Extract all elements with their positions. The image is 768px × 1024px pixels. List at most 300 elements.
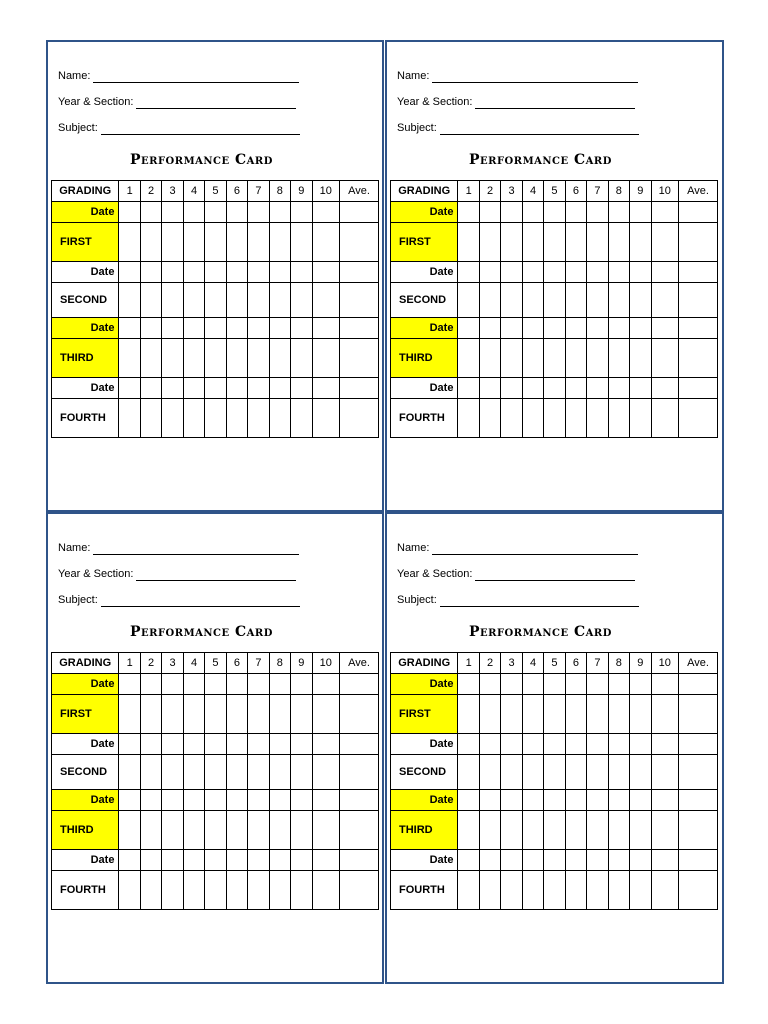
date-cell[interactable] bbox=[608, 378, 629, 399]
date-cell[interactable] bbox=[679, 318, 718, 339]
date-cell[interactable] bbox=[119, 378, 140, 399]
grade-cell[interactable] bbox=[162, 871, 183, 910]
date-cell[interactable] bbox=[312, 734, 340, 755]
date-cell[interactable] bbox=[340, 378, 379, 399]
date-cell[interactable] bbox=[226, 318, 247, 339]
date-cell[interactable] bbox=[608, 202, 629, 223]
date-cell[interactable] bbox=[140, 674, 161, 695]
grade-cell[interactable] bbox=[651, 811, 679, 850]
date-cell[interactable] bbox=[183, 674, 204, 695]
grade-cell[interactable] bbox=[565, 399, 586, 438]
date-cell[interactable] bbox=[269, 790, 290, 811]
date-cell[interactable] bbox=[269, 674, 290, 695]
date-cell[interactable] bbox=[162, 790, 183, 811]
name-field[interactable] bbox=[93, 542, 299, 555]
date-cell[interactable] bbox=[140, 202, 161, 223]
grade-cell[interactable] bbox=[479, 223, 500, 262]
grade-cell[interactable] bbox=[587, 223, 608, 262]
date-cell[interactable] bbox=[608, 318, 629, 339]
date-cell[interactable] bbox=[340, 850, 379, 871]
grade-cell[interactable] bbox=[522, 399, 543, 438]
date-cell[interactable] bbox=[458, 262, 479, 283]
grade-cell[interactable] bbox=[651, 695, 679, 734]
grade-cell[interactable] bbox=[522, 695, 543, 734]
date-cell[interactable] bbox=[479, 202, 500, 223]
date-cell[interactable] bbox=[587, 318, 608, 339]
date-cell[interactable] bbox=[587, 850, 608, 871]
date-cell[interactable] bbox=[226, 262, 247, 283]
grade-cell[interactable] bbox=[248, 399, 269, 438]
grade-cell[interactable] bbox=[291, 755, 312, 790]
date-cell[interactable] bbox=[651, 734, 679, 755]
date-cell[interactable] bbox=[162, 850, 183, 871]
grade-cell[interactable] bbox=[608, 399, 629, 438]
date-cell[interactable] bbox=[312, 202, 340, 223]
grade-cell[interactable] bbox=[183, 399, 204, 438]
grade-cell[interactable] bbox=[340, 871, 379, 910]
date-cell[interactable] bbox=[205, 674, 226, 695]
grade-cell[interactable] bbox=[183, 283, 204, 318]
date-cell[interactable] bbox=[119, 850, 140, 871]
grade-cell[interactable] bbox=[248, 811, 269, 850]
grade-cell[interactable] bbox=[226, 695, 247, 734]
date-cell[interactable] bbox=[458, 318, 479, 339]
grade-cell[interactable] bbox=[119, 283, 140, 318]
grade-cell[interactable] bbox=[565, 695, 586, 734]
subject-field[interactable] bbox=[440, 122, 639, 135]
date-cell[interactable] bbox=[119, 674, 140, 695]
grade-cell[interactable] bbox=[119, 223, 140, 262]
date-cell[interactable] bbox=[501, 850, 522, 871]
date-cell[interactable] bbox=[479, 318, 500, 339]
grade-cell[interactable] bbox=[479, 695, 500, 734]
date-cell[interactable] bbox=[679, 202, 718, 223]
grade-cell[interactable] bbox=[248, 283, 269, 318]
grade-cell[interactable] bbox=[248, 223, 269, 262]
date-cell[interactable] bbox=[565, 674, 586, 695]
grade-cell[interactable] bbox=[651, 755, 679, 790]
date-cell[interactable] bbox=[522, 318, 543, 339]
grade-cell[interactable] bbox=[630, 695, 651, 734]
date-cell[interactable] bbox=[630, 378, 651, 399]
grade-cell[interactable] bbox=[205, 695, 226, 734]
grade-cell[interactable] bbox=[565, 339, 586, 378]
grade-cell[interactable] bbox=[312, 399, 340, 438]
year-section-field[interactable] bbox=[136, 96, 296, 109]
date-cell[interactable] bbox=[479, 790, 500, 811]
date-cell[interactable] bbox=[291, 790, 312, 811]
date-cell[interactable] bbox=[522, 850, 543, 871]
date-cell[interactable] bbox=[544, 790, 565, 811]
date-cell[interactable] bbox=[226, 734, 247, 755]
date-cell[interactable] bbox=[679, 378, 718, 399]
grade-cell[interactable] bbox=[226, 871, 247, 910]
date-cell[interactable] bbox=[679, 790, 718, 811]
date-cell[interactable] bbox=[312, 674, 340, 695]
grade-cell[interactable] bbox=[522, 223, 543, 262]
grade-cell[interactable] bbox=[479, 339, 500, 378]
grade-cell[interactable] bbox=[630, 399, 651, 438]
grade-cell[interactable] bbox=[651, 871, 679, 910]
grade-cell[interactable] bbox=[544, 339, 565, 378]
date-cell[interactable] bbox=[608, 790, 629, 811]
grade-cell[interactable] bbox=[608, 283, 629, 318]
date-cell[interactable] bbox=[248, 674, 269, 695]
date-cell[interactable] bbox=[651, 674, 679, 695]
grade-cell[interactable] bbox=[269, 223, 290, 262]
date-cell[interactable] bbox=[183, 262, 204, 283]
grade-cell[interactable] bbox=[183, 339, 204, 378]
grade-cell[interactable] bbox=[248, 871, 269, 910]
grade-cell[interactable] bbox=[269, 871, 290, 910]
grade-cell[interactable] bbox=[501, 755, 522, 790]
grade-cell[interactable] bbox=[587, 339, 608, 378]
grade-cell[interactable] bbox=[312, 223, 340, 262]
date-cell[interactable] bbox=[679, 734, 718, 755]
grade-cell[interactable] bbox=[140, 755, 161, 790]
date-cell[interactable] bbox=[312, 790, 340, 811]
date-cell[interactable] bbox=[291, 734, 312, 755]
date-cell[interactable] bbox=[630, 850, 651, 871]
grade-cell[interactable] bbox=[183, 811, 204, 850]
grade-cell[interactable] bbox=[205, 223, 226, 262]
grade-cell[interactable] bbox=[205, 811, 226, 850]
date-cell[interactable] bbox=[226, 674, 247, 695]
grade-cell[interactable] bbox=[679, 811, 718, 850]
date-cell[interactable] bbox=[630, 262, 651, 283]
grade-cell[interactable] bbox=[522, 283, 543, 318]
date-cell[interactable] bbox=[205, 202, 226, 223]
grade-cell[interactable] bbox=[140, 695, 161, 734]
date-cell[interactable] bbox=[608, 850, 629, 871]
grade-cell[interactable] bbox=[651, 399, 679, 438]
grade-cell[interactable] bbox=[458, 811, 479, 850]
grade-cell[interactable] bbox=[608, 695, 629, 734]
grade-cell[interactable] bbox=[226, 755, 247, 790]
date-cell[interactable] bbox=[119, 734, 140, 755]
date-cell[interactable] bbox=[522, 262, 543, 283]
date-cell[interactable] bbox=[479, 674, 500, 695]
date-cell[interactable] bbox=[522, 378, 543, 399]
date-cell[interactable] bbox=[312, 318, 340, 339]
date-cell[interactable] bbox=[565, 378, 586, 399]
grade-cell[interactable] bbox=[312, 339, 340, 378]
date-cell[interactable] bbox=[565, 318, 586, 339]
date-cell[interactable] bbox=[565, 262, 586, 283]
date-cell[interactable] bbox=[140, 850, 161, 871]
date-cell[interactable] bbox=[587, 790, 608, 811]
date-cell[interactable] bbox=[205, 378, 226, 399]
grade-cell[interactable] bbox=[630, 755, 651, 790]
date-cell[interactable] bbox=[291, 318, 312, 339]
grade-cell[interactable] bbox=[522, 755, 543, 790]
date-cell[interactable] bbox=[248, 850, 269, 871]
grade-cell[interactable] bbox=[587, 811, 608, 850]
grade-cell[interactable] bbox=[522, 811, 543, 850]
grade-cell[interactable] bbox=[205, 755, 226, 790]
grade-cell[interactable] bbox=[162, 283, 183, 318]
grade-cell[interactable] bbox=[291, 339, 312, 378]
grade-cell[interactable] bbox=[162, 695, 183, 734]
date-cell[interactable] bbox=[226, 790, 247, 811]
date-cell[interactable] bbox=[205, 262, 226, 283]
grade-cell[interactable] bbox=[226, 283, 247, 318]
date-cell[interactable] bbox=[501, 378, 522, 399]
grade-cell[interactable] bbox=[269, 695, 290, 734]
date-cell[interactable] bbox=[269, 262, 290, 283]
grade-cell[interactable] bbox=[140, 339, 161, 378]
grade-cell[interactable] bbox=[501, 283, 522, 318]
grade-cell[interactable] bbox=[312, 871, 340, 910]
date-cell[interactable] bbox=[291, 674, 312, 695]
date-cell[interactable] bbox=[205, 850, 226, 871]
subject-field[interactable] bbox=[101, 594, 300, 607]
grade-cell[interactable] bbox=[269, 755, 290, 790]
grade-cell[interactable] bbox=[248, 755, 269, 790]
grade-cell[interactable] bbox=[458, 339, 479, 378]
grade-cell[interactable] bbox=[544, 871, 565, 910]
date-cell[interactable] bbox=[501, 318, 522, 339]
grade-cell[interactable] bbox=[340, 283, 379, 318]
grade-cell[interactable] bbox=[587, 283, 608, 318]
date-cell[interactable] bbox=[544, 850, 565, 871]
grade-cell[interactable] bbox=[205, 399, 226, 438]
date-cell[interactable] bbox=[119, 262, 140, 283]
date-cell[interactable] bbox=[312, 378, 340, 399]
date-cell[interactable] bbox=[565, 850, 586, 871]
date-cell[interactable] bbox=[522, 790, 543, 811]
date-cell[interactable] bbox=[340, 734, 379, 755]
grade-cell[interactable] bbox=[544, 399, 565, 438]
date-cell[interactable] bbox=[458, 850, 479, 871]
grade-cell[interactable] bbox=[458, 283, 479, 318]
grade-cell[interactable] bbox=[119, 755, 140, 790]
grade-cell[interactable] bbox=[630, 811, 651, 850]
date-cell[interactable] bbox=[630, 674, 651, 695]
grade-cell[interactable] bbox=[162, 339, 183, 378]
grade-cell[interactable] bbox=[119, 695, 140, 734]
date-cell[interactable] bbox=[522, 202, 543, 223]
date-cell[interactable] bbox=[544, 734, 565, 755]
grade-cell[interactable] bbox=[183, 871, 204, 910]
grade-cell[interactable] bbox=[162, 223, 183, 262]
date-cell[interactable] bbox=[501, 790, 522, 811]
grade-cell[interactable] bbox=[501, 811, 522, 850]
grade-cell[interactable] bbox=[312, 283, 340, 318]
grade-cell[interactable] bbox=[162, 811, 183, 850]
date-cell[interactable] bbox=[340, 790, 379, 811]
grade-cell[interactable] bbox=[226, 399, 247, 438]
date-cell[interactable] bbox=[679, 262, 718, 283]
date-cell[interactable] bbox=[651, 850, 679, 871]
grade-cell[interactable] bbox=[544, 695, 565, 734]
date-cell[interactable] bbox=[269, 734, 290, 755]
date-cell[interactable] bbox=[291, 202, 312, 223]
date-cell[interactable] bbox=[458, 378, 479, 399]
date-cell[interactable] bbox=[205, 790, 226, 811]
grade-cell[interactable] bbox=[522, 339, 543, 378]
grade-cell[interactable] bbox=[679, 695, 718, 734]
grade-cell[interactable] bbox=[565, 223, 586, 262]
grade-cell[interactable] bbox=[587, 399, 608, 438]
date-cell[interactable] bbox=[501, 674, 522, 695]
date-cell[interactable] bbox=[501, 202, 522, 223]
grade-cell[interactable] bbox=[651, 223, 679, 262]
date-cell[interactable] bbox=[630, 790, 651, 811]
date-cell[interactable] bbox=[340, 318, 379, 339]
grade-cell[interactable] bbox=[340, 399, 379, 438]
grade-cell[interactable] bbox=[291, 695, 312, 734]
grade-cell[interactable] bbox=[608, 755, 629, 790]
grade-cell[interactable] bbox=[479, 755, 500, 790]
grade-cell[interactable] bbox=[205, 871, 226, 910]
grade-cell[interactable] bbox=[248, 339, 269, 378]
grade-cell[interactable] bbox=[679, 339, 718, 378]
date-cell[interactable] bbox=[291, 378, 312, 399]
date-cell[interactable] bbox=[587, 262, 608, 283]
date-cell[interactable] bbox=[248, 790, 269, 811]
grade-cell[interactable] bbox=[458, 755, 479, 790]
grade-cell[interactable] bbox=[501, 399, 522, 438]
date-cell[interactable] bbox=[651, 378, 679, 399]
date-cell[interactable] bbox=[226, 850, 247, 871]
date-cell[interactable] bbox=[630, 202, 651, 223]
grade-cell[interactable] bbox=[119, 399, 140, 438]
grade-cell[interactable] bbox=[679, 755, 718, 790]
grade-cell[interactable] bbox=[291, 399, 312, 438]
date-cell[interactable] bbox=[162, 734, 183, 755]
grade-cell[interactable] bbox=[630, 283, 651, 318]
grade-cell[interactable] bbox=[119, 871, 140, 910]
grade-cell[interactable] bbox=[140, 283, 161, 318]
date-cell[interactable] bbox=[651, 318, 679, 339]
date-cell[interactable] bbox=[679, 850, 718, 871]
grade-cell[interactable] bbox=[479, 283, 500, 318]
date-cell[interactable] bbox=[340, 262, 379, 283]
grade-cell[interactable] bbox=[565, 283, 586, 318]
date-cell[interactable] bbox=[226, 202, 247, 223]
date-cell[interactable] bbox=[269, 318, 290, 339]
subject-field[interactable] bbox=[440, 594, 639, 607]
grade-cell[interactable] bbox=[248, 695, 269, 734]
grade-cell[interactable] bbox=[544, 223, 565, 262]
grade-cell[interactable] bbox=[340, 223, 379, 262]
date-cell[interactable] bbox=[312, 262, 340, 283]
date-cell[interactable] bbox=[458, 674, 479, 695]
date-cell[interactable] bbox=[479, 850, 500, 871]
date-cell[interactable] bbox=[544, 262, 565, 283]
date-cell[interactable] bbox=[565, 202, 586, 223]
date-cell[interactable] bbox=[162, 318, 183, 339]
date-cell[interactable] bbox=[183, 850, 204, 871]
date-cell[interactable] bbox=[119, 790, 140, 811]
grade-cell[interactable] bbox=[269, 811, 290, 850]
grade-cell[interactable] bbox=[679, 399, 718, 438]
date-cell[interactable] bbox=[291, 262, 312, 283]
date-cell[interactable] bbox=[587, 202, 608, 223]
date-cell[interactable] bbox=[340, 202, 379, 223]
date-cell[interactable] bbox=[162, 674, 183, 695]
grade-cell[interactable] bbox=[291, 811, 312, 850]
grade-cell[interactable] bbox=[140, 399, 161, 438]
date-cell[interactable] bbox=[183, 202, 204, 223]
date-cell[interactable] bbox=[140, 790, 161, 811]
date-cell[interactable] bbox=[458, 202, 479, 223]
date-cell[interactable] bbox=[119, 202, 140, 223]
year-section-field[interactable] bbox=[136, 568, 296, 581]
grade-cell[interactable] bbox=[458, 399, 479, 438]
grade-cell[interactable] bbox=[608, 871, 629, 910]
date-cell[interactable] bbox=[248, 262, 269, 283]
year-section-field[interactable] bbox=[475, 568, 635, 581]
grade-cell[interactable] bbox=[608, 223, 629, 262]
date-cell[interactable] bbox=[183, 318, 204, 339]
grade-cell[interactable] bbox=[608, 811, 629, 850]
grade-cell[interactable] bbox=[312, 695, 340, 734]
date-cell[interactable] bbox=[565, 734, 586, 755]
grade-cell[interactable] bbox=[340, 339, 379, 378]
grade-cell[interactable] bbox=[458, 223, 479, 262]
date-cell[interactable] bbox=[340, 674, 379, 695]
grade-cell[interactable] bbox=[608, 339, 629, 378]
grade-cell[interactable] bbox=[162, 755, 183, 790]
grade-cell[interactable] bbox=[140, 223, 161, 262]
grade-cell[interactable] bbox=[312, 811, 340, 850]
date-cell[interactable] bbox=[248, 734, 269, 755]
grade-cell[interactable] bbox=[183, 223, 204, 262]
date-cell[interactable] bbox=[544, 378, 565, 399]
grade-cell[interactable] bbox=[565, 755, 586, 790]
grade-cell[interactable] bbox=[630, 223, 651, 262]
grade-cell[interactable] bbox=[651, 339, 679, 378]
grade-cell[interactable] bbox=[183, 755, 204, 790]
date-cell[interactable] bbox=[522, 734, 543, 755]
date-cell[interactable] bbox=[544, 674, 565, 695]
grade-cell[interactable] bbox=[340, 695, 379, 734]
date-cell[interactable] bbox=[587, 674, 608, 695]
date-cell[interactable] bbox=[651, 202, 679, 223]
date-cell[interactable] bbox=[565, 790, 586, 811]
date-cell[interactable] bbox=[162, 262, 183, 283]
date-cell[interactable] bbox=[269, 378, 290, 399]
date-cell[interactable] bbox=[501, 734, 522, 755]
date-cell[interactable] bbox=[205, 318, 226, 339]
grade-cell[interactable] bbox=[458, 695, 479, 734]
date-cell[interactable] bbox=[651, 262, 679, 283]
grade-cell[interactable] bbox=[140, 811, 161, 850]
date-cell[interactable] bbox=[630, 318, 651, 339]
grade-cell[interactable] bbox=[312, 755, 340, 790]
date-cell[interactable] bbox=[248, 318, 269, 339]
grade-cell[interactable] bbox=[269, 339, 290, 378]
grade-cell[interactable] bbox=[291, 223, 312, 262]
grade-cell[interactable] bbox=[205, 339, 226, 378]
date-cell[interactable] bbox=[140, 318, 161, 339]
date-cell[interactable] bbox=[183, 790, 204, 811]
date-cell[interactable] bbox=[269, 850, 290, 871]
name-field[interactable] bbox=[432, 542, 638, 555]
subject-field[interactable] bbox=[101, 122, 300, 135]
date-cell[interactable] bbox=[269, 202, 290, 223]
date-cell[interactable] bbox=[479, 262, 500, 283]
grade-cell[interactable] bbox=[458, 871, 479, 910]
date-cell[interactable] bbox=[608, 674, 629, 695]
date-cell[interactable] bbox=[183, 734, 204, 755]
date-cell[interactable] bbox=[679, 674, 718, 695]
grade-cell[interactable] bbox=[162, 399, 183, 438]
grade-cell[interactable] bbox=[269, 283, 290, 318]
grade-cell[interactable] bbox=[587, 871, 608, 910]
